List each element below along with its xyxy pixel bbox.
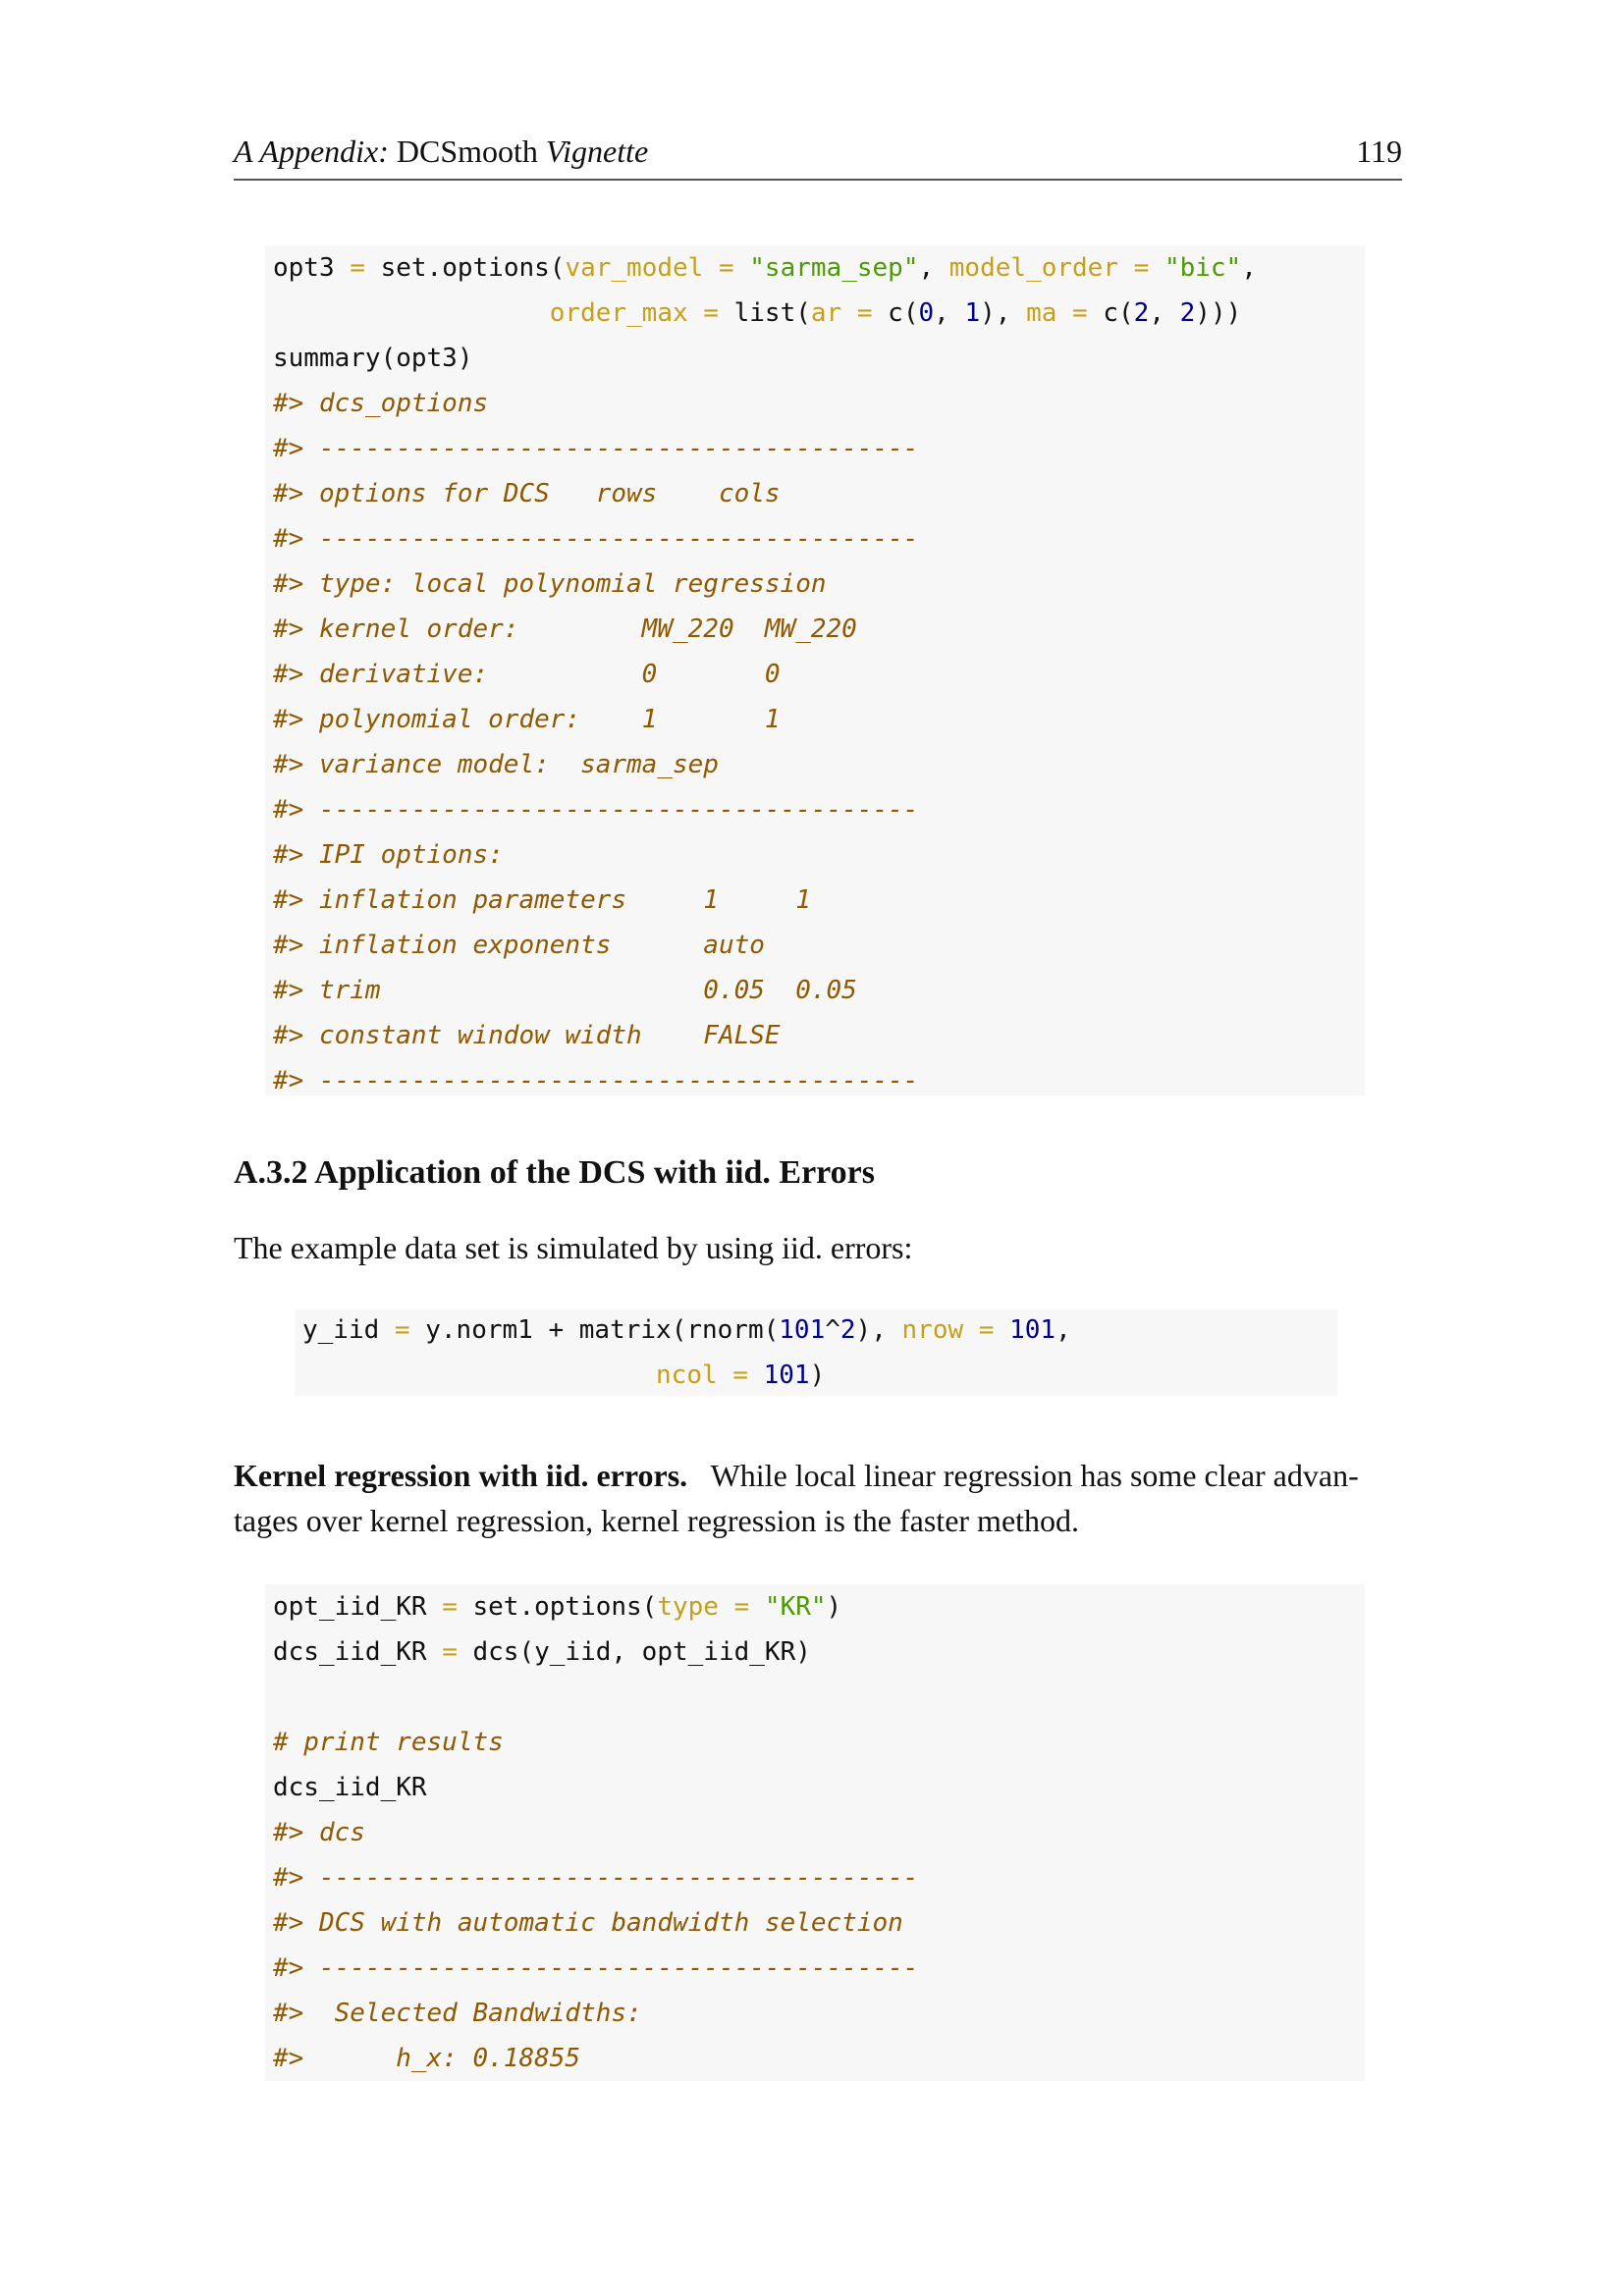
output-line: #> variance model: sarma_sep: [273, 750, 719, 779]
code-line: opt3 = set.options(var_model = "sarma_sep", model_order = "bic",: [273, 253, 1257, 283]
output-line: #> ---------------------------------------: [273, 1066, 919, 1095]
output-line: #> kernel order: MW_220 MW_220: [273, 614, 857, 644]
output-line: #> inflation exponents auto: [273, 931, 765, 960]
page-header: [234, 133, 1402, 181]
output-line: #> derivative: 0 0: [273, 660, 781, 689]
output-line: #> ---------------------------------------: [273, 524, 919, 554]
output-line: #> ---------------------------------------: [273, 434, 919, 463]
output-line: #> ---------------------------------------: [273, 795, 919, 825]
output-line: #> type: local polynomial regression: [273, 569, 827, 599]
section-heading: A.3.2 Application of the DCS with iid. Errors: [234, 1154, 875, 1191]
paragraph: [234, 1453, 1402, 1543]
output-line: #> DCS with automatic bandwidth selection: [273, 1908, 903, 1938]
output-line: #> ---------------------------------------: [273, 1953, 919, 1983]
code-line: opt_iid_KR = set.options(type = "KR"): [273, 1592, 842, 1622]
code-block-simulation: [295, 1309, 1337, 1396]
output-line: #> trim 0.05 0.05: [273, 976, 857, 1005]
running-title: A Appendix: DCSmooth Vignette: [234, 133, 649, 169]
paragraph-line: Kernel regression with iid. errors. While local linear regression has some clear advan-: [234, 1458, 1359, 1493]
code-line: ncol = 101): [656, 1361, 826, 1390]
code-block-options: [265, 245, 1365, 1095]
output-line: #> constant window width FALSE: [273, 1021, 781, 1050]
output-line: #> dcs: [273, 1818, 365, 1847]
output-line: #> Selected Bandwidths:: [273, 1999, 642, 2028]
output-line: #> options for DCS rows cols: [273, 479, 781, 508]
output-line: #> ---------------------------------------: [273, 1863, 919, 1893]
output-line: #> h_x: 0.18855: [273, 2044, 581, 2073]
code-line: dcs_iid_KR: [273, 1773, 427, 1802]
page-number: 119: [1356, 133, 1402, 169]
output-line: #> inflation parameters 1 1: [273, 885, 811, 915]
code-line: order_max = list(ar = c(0, 1), ma = c(2, 2))): [549, 298, 1242, 328]
code-comment: # print results: [273, 1728, 504, 1757]
paragraph-line: tages over kernel regression, kernel regression is the faster method.: [234, 1503, 1080, 1538]
run-in-heading: Kernel regression with iid. errors.: [234, 1458, 688, 1493]
code-block-kernel-regression: [265, 1584, 1365, 2081]
output-line: #> dcs_options: [273, 389, 489, 418]
code-line: summary(opt3): [273, 344, 473, 373]
paragraph: The example data set is simulated by using iid. errors:: [234, 1230, 913, 1265]
code-line: dcs_iid_KR = dcs(y_iid, opt_iid_KR): [273, 1637, 811, 1667]
output-line: #> IPI options:: [273, 840, 504, 870]
output-line: #> polynomial order: 1 1: [273, 705, 781, 734]
code-line: y_iid = y.norm1 + matrix(rnorm(101^2), nrow = 101,: [302, 1315, 1071, 1345]
